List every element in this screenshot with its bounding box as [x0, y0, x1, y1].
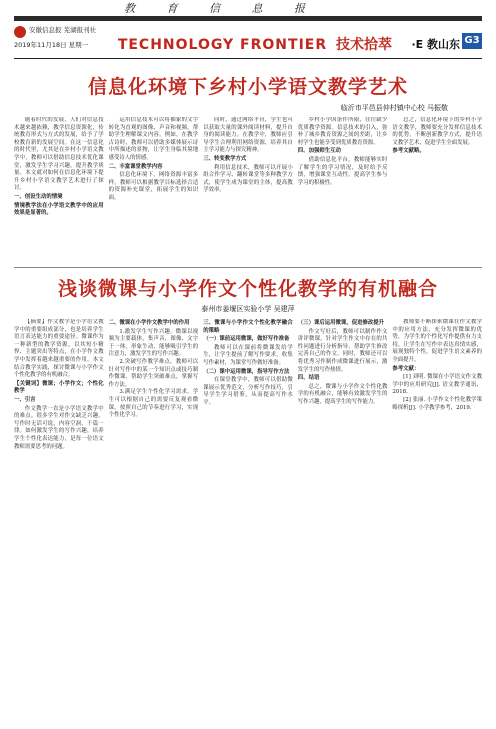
- paragraph: [1] 刘明. 微课在小学语文作文教学中的应用研究[J]. 语文教学通讯，2018.: [392, 374, 482, 396]
- subheading: 参考文献：: [392, 365, 420, 372]
- article-body: [14, 117, 482, 263]
- subheading: 二、丰富课堂教学内容: [108, 163, 163, 170]
- paragraph: 利用信息技术，教师可以开展小组合作学习、翻转课堂等多种教学方式，使学生成为课堂的主体，提高教学效率。: [203, 164, 293, 194]
- paragraph: 2.突破写作教学难点。教师可以针对写作中的某一个知识点或技巧制作微课，帮助学生突破难点，掌握写作方法。: [108, 358, 199, 388]
- paragraph: 作文写好后，教师可以制作作文讲评微课，针对学生作文中存在的共性问题进行分析指导，帮助学生修改完善自己的作文。同时，教师还可以将优秀习作制作成微课进行展示，激发学生的写作热情。: [297, 328, 388, 373]
- subheading: 二、微课在小学作文教学中的作用: [108, 320, 190, 326]
- subheading: 三、转变教学方式: [203, 155, 247, 162]
- article-divider: [14, 267, 482, 268]
- header-rule: [14, 58, 482, 59]
- paragraph: 同时，通过网络平台，学生也可以获取大量的课外阅读材料，提升自身的阅读能力。在教学中，教师应引导学生合理利用网络资源，培养其自主学习能力与探究精神。: [203, 117, 293, 154]
- paragraph: 信息化环境下，网络资源丰富多样，教师可以根据教学目标选择合适的资源补充课堂，拓展学生的知识面。: [108, 172, 199, 201]
- text-column: [298, 319, 388, 729]
- subheading: （二）课中运用微课，指导写作方法: [203, 368, 290, 375]
- text-column: [203, 117, 293, 263]
- paragraph: 教师要不断探索微课在作文教学中的应用方法，充分发挥微课的优势，为学生的个性化写作提供有力支持，让学生在写作中表达真情实感，展现独特个性，促进学生语文素养的全面提升。: [392, 319, 482, 363]
- section-brand-cn: 技术拾萃: [336, 37, 392, 53]
- paragraph: 运用信息技术可以将抽象的文字转化为直观的图像、声音和视频，帮助学生理解课文内容。例如，在教学古诗时，教师可以借助多媒体展示诗中所描述的景物，让学生身临其境地感受诗人的情感。: [108, 117, 199, 161]
- article-byline: 临沂市平邑县仲村镇中心校 马振敬: [340, 104, 448, 112]
- paragraph: 作文教学一直是小学语文教学中的难点。很多学生对作文缺乏兴趣，写作时无话可说，内容空洞，千篇一律。如何激发学生的写作兴趣，培养学生个性化表达能力，是每一位语文教师需要思考的问题。: [14, 405, 104, 450]
- paragraph: 随着时代的发展，人们对信息技术越来越依赖，教学信息资源化，传统教育形式与方式的发展，给予了学校教育新的发展空间。在这一信息化的时代里，尤其是在乡村小学语文教学中，教师可以借助信息技术优化课堂，激发学生学习兴趣，提升教学质量。本文就对如何在信息化环境下提升乡村小学语文教学艺术进行了探讨。: [14, 117, 104, 192]
- page-header: [14, 0, 482, 62]
- text-column: [14, 117, 104, 263]
- subheading: 【关键词】微课；小学作文；个性化教学: [14, 380, 104, 395]
- subheading: 情境教学法在小学语文教学中的应用效果是显著的。: [14, 202, 104, 217]
- paragraph: 【摘要】作文教学是小学语文教学中的重要组成部分，也是培养学生语言表达能力的重要途径。微课作为一种新型的教学资源，以其短小精悍、主题突出等特点，在小学作文教学中发挥着越来越重要的作用。本文结合教学实践，探讨微课与小学作文个性化教学的有机融合。: [14, 319, 104, 379]
- page-number: G3: [462, 33, 482, 49]
- subheading: 一、创设生动的情境: [14, 193, 63, 200]
- article-body: [14, 319, 482, 729]
- section-brand-en: TECHNOLOGY FRONTIER: [117, 37, 328, 53]
- paragraph: 总之，信息化环境下的乡村小学语文教学，教师要充分发挥信息技术的优势，不断创新教学方式，提升语文教学艺术，促进学生全面发展。: [392, 117, 482, 146]
- section-editor: ·E 教山东: [411, 38, 460, 51]
- text-column: [109, 319, 199, 729]
- article-title: 浅谈微课与小学作文个性化教学的有机融合: [57, 278, 438, 300]
- text-column: [14, 319, 104, 729]
- paragraph: [2] 张丽. 小学作文个性化教学策略探析[J]. 小学教学参考，2019.: [392, 396, 482, 411]
- logo-text: 安徽信息报 芜湖报刊社: [29, 26, 97, 34]
- paragraph: 乡村小学因条件所限，往往缺少优质教学资源。信息技术的引入，弥补了城乡教育资源之间的差距，让乡村学生也能享受到优质教育资源。: [297, 117, 388, 146]
- paragraph: 借助信息化平台，教师能够实时了解学生的学习情况，及时给予反馈，增强课堂互动性，提高学生参与学习的积极性。: [297, 156, 388, 186]
- text-column: [203, 319, 293, 729]
- logo-icon: [14, 26, 26, 38]
- masthead-logo: [14, 24, 100, 54]
- article-byline: 泰州市姜堰区实验小学 吴建萍: [201, 305, 295, 313]
- text-column: [392, 319, 482, 729]
- article-title: 信息化环境下乡村小学语文教学艺术: [87, 76, 408, 98]
- subheading: （三）课后运用微课，促进修改提升: [297, 320, 385, 326]
- subheading: 一、引言: [14, 396, 36, 403]
- subheading: 四、加强师生互动: [297, 148, 341, 155]
- header-slogan: 教 育 信 息 报: [124, 2, 319, 15]
- text-column: [392, 117, 482, 263]
- subheading: 四、结语: [297, 375, 320, 382]
- text-column: [298, 117, 388, 263]
- header-top-bar: [14, 16, 482, 21]
- paragraph: 教师可以在课前将微课发给学生，让学生提前了解写作要求，收集写作素材，为课堂写作做好准备。: [203, 344, 293, 366]
- paragraph: 总之，微课与小学作文个性化教学的有机融合，能够有效激发学生的写作兴趣，提高学生的写作能力。: [297, 383, 388, 405]
- issue-date: 2019年11月18日 星期一: [14, 41, 89, 49]
- section-brand: [118, 34, 392, 54]
- paragraph: 1.激发学生写作兴趣。微课以视频为主要载体，集声音、图像、文字于一体，形象生动，能够吸引学生的注意力，激发学生的写作兴趣。: [108, 328, 199, 358]
- text-column: [109, 117, 199, 263]
- subheading: 三、微课与小学作文个性化教学融合的策略: [203, 320, 293, 334]
- paragraph: 3.满足学生个性化学习需求。学生可以根据自己的需要反复观看微课，按照自己的节奏进行学习，实现个性化学习。: [108, 389, 199, 419]
- subheading: （一）课前运用微课，做好写作准备: [203, 336, 290, 343]
- paragraph: 在课堂教学中，教师可以借助微课展示优秀范文，分析写作技巧，引导学生学习借鉴，从而提高写作水平。: [203, 377, 293, 406]
- subheading: 参考文献略。: [392, 148, 425, 155]
